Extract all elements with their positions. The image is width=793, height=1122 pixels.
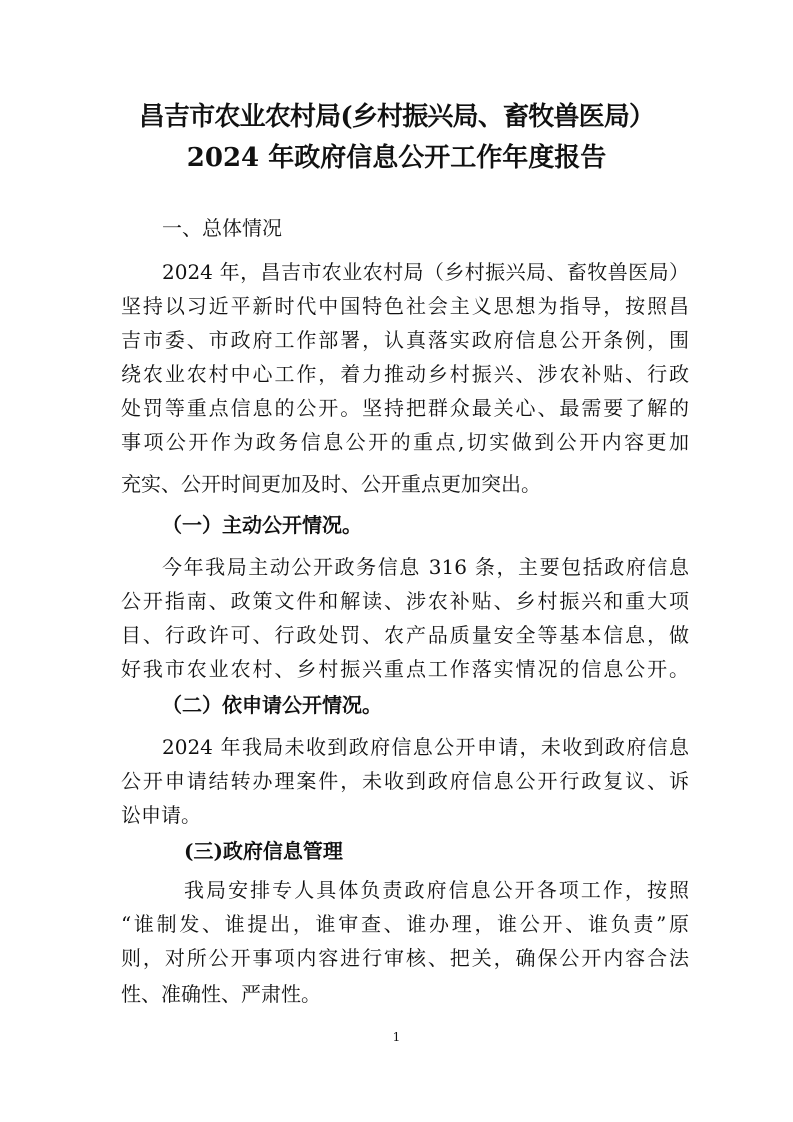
paragraph-line: “谁制发、谁提出，谁审查、谁办理，谁公开、谁负责”原 xyxy=(121,912,689,936)
subsection-heading-proactive: （一）主动公开情况。 xyxy=(162,513,362,537)
paragraph-line: 我局安排专人具体负责政府信息公开各项工作，按照 xyxy=(184,878,689,902)
paragraph-line: 则，对所公开事项内容进行审核、把关，确保公开内容合法 xyxy=(121,946,689,970)
paragraph-line: 公开申请结转办理案件，未收到政府信息公开行政复议、诉 xyxy=(121,769,689,793)
title-line-2: 2024 年政府信息公开工作年度报告 xyxy=(186,143,607,173)
subsection-heading-info-management: (三)政府信息管理 xyxy=(184,839,343,863)
paragraph-line: 绕农业农村中心工作，着力推动乡村振兴、涉农补贴、行政 xyxy=(121,362,689,386)
subsection-heading-on-request: （二）依申请公开情况。 xyxy=(162,693,382,717)
paragraph-line: 性、准确性、严肃性。 xyxy=(121,982,321,1006)
paragraph-line: 公开指南、政策文件和解读、涉农补贴、乡村振兴和重大项 xyxy=(121,589,689,613)
paragraph-line: 吉市委、市政府工作部署，认真落实政府信息公开条例，围 xyxy=(121,328,689,352)
section-heading-overview: 一、总体情况 xyxy=(162,216,282,240)
paragraph-line: 事项公开作为政务信息公开的重点,切实做到公开内容更加 xyxy=(121,430,689,454)
title-line-1: 昌吉市农业农村局(乡村振兴局、畜牧兽医局） xyxy=(138,102,655,132)
paragraph-line: 今年我局主动公开政务信息 316 条，主要包括政府信息 xyxy=(162,555,689,579)
paragraph-line: 充实、公开时间更加及时、公开重点更加突出。 xyxy=(121,472,541,496)
paragraph-line: 讼申请。 xyxy=(121,803,201,827)
paragraph-line: 好我市农业农村、乡村振兴重点工作落实情况的信息公开。 xyxy=(121,657,689,681)
paragraph-line: 2024 年，昌吉市农业农村局（乡村振兴局、畜牧兽医局） xyxy=(162,260,689,284)
paragraph-line: 处罚等重点信息的公开。坚持把群众最关心、最需要了解的 xyxy=(121,396,689,420)
page-number: 1 xyxy=(392,1030,401,1044)
paragraph-line: 2024 年我局未收到政府信息公开申请，未收到政府信息 xyxy=(162,735,689,759)
paragraph-line: 坚持以习近平新时代中国特色社会主义思想为指导，按照昌 xyxy=(121,294,689,318)
paragraph-line: 目、行政许可、行政处罚、农产品质量安全等基本信息，做 xyxy=(121,623,689,647)
